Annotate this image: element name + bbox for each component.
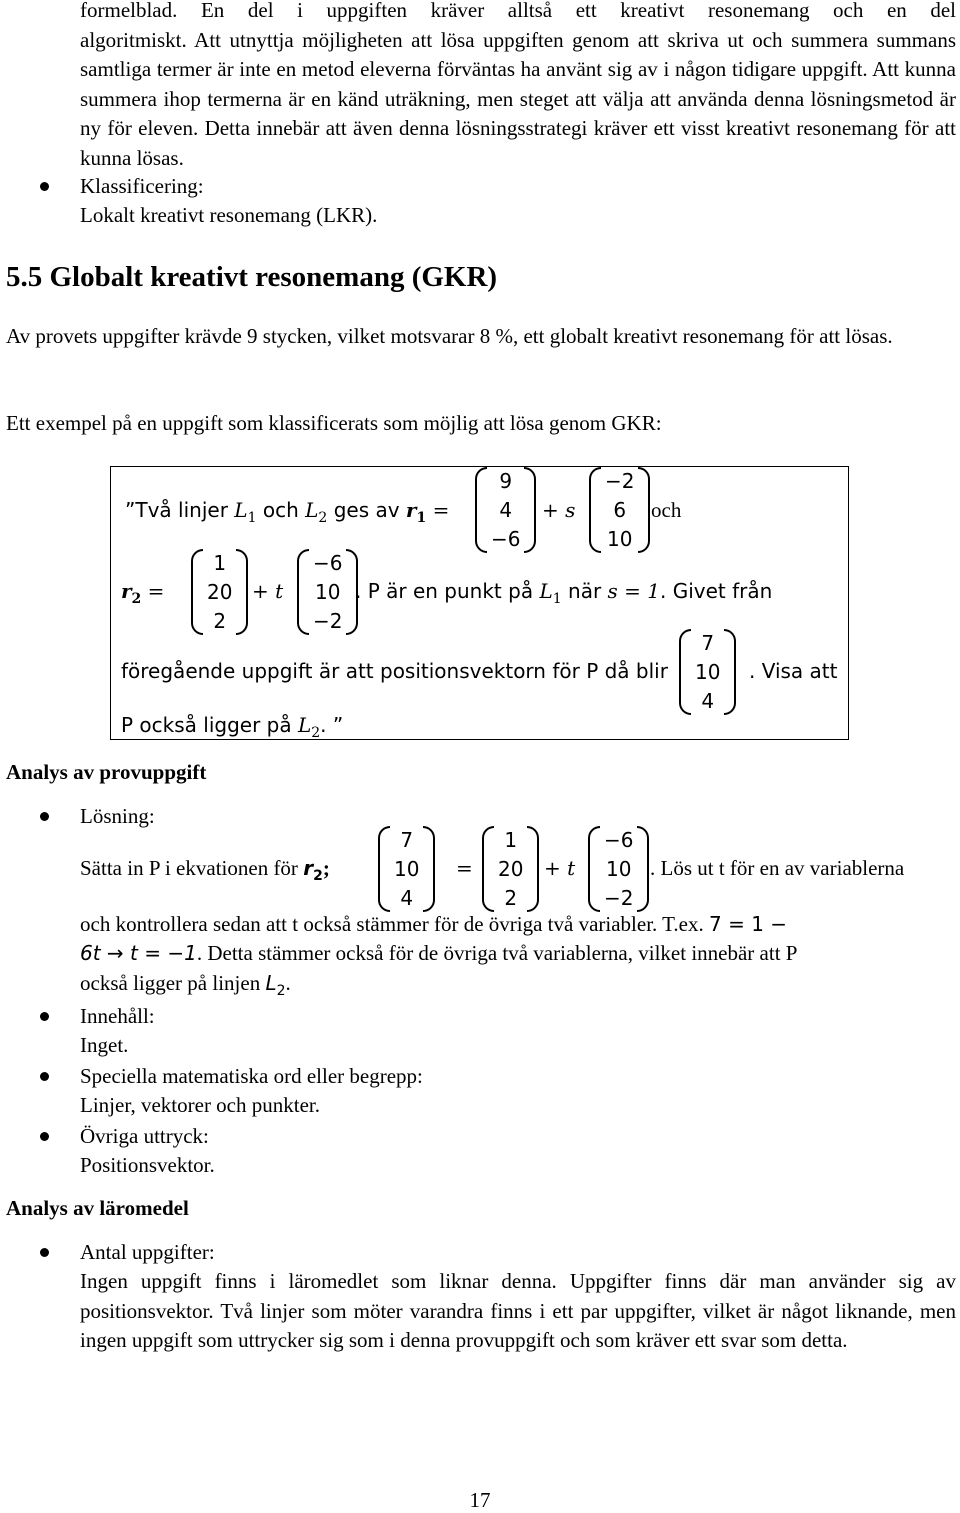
- losning-line-4: också ligger på linjen $L_2$.: [80, 971, 291, 999]
- intro-paragraph: algoritmiskt. Att utnyttja möjligheten att lösa uppgiften genom att skriva ut och summera summans samtliga termer är inte en metod eleverna förväntas ha använt sig av i någon tidigare uppgift. Att kunna summera ihop termerna är en känd uträkning, men steget att välja att använda denna lösningsmetod är ny för eleven. Detta innebär att även denna lösningsstrategi kräver ett visst kreativt resonemang för att kunna lösas.: [80, 27, 956, 170]
- section-heading: 5.5 Globalt kreativt resonemang (GKR): [6, 261, 498, 293]
- task-box: [110, 466, 849, 740]
- task-line-1: [125, 498, 449, 526]
- bullet: [40, 1072, 49, 1081]
- bullet: [40, 1012, 49, 1021]
- L1-symbol: $L_1$: [234, 498, 257, 526]
- L2-symbol: $L_2$: [305, 498, 328, 526]
- plus-t-solution: + t: [544, 856, 576, 880]
- analysis-task-heading: Analys av provuppgift: [6, 760, 207, 784]
- losning-line-2: och kontrollera sedan att t också stämmer för de övriga två variabler. T.ex. 7 = 1 −: [80, 912, 788, 936]
- r2-point-vector: 1 20 2: [191, 549, 248, 635]
- classification-value: Lokalt kreativt resonemang (LKR).: [80, 203, 378, 227]
- och-text-2: och: [651, 498, 682, 522]
- visa-att-text: . Visa att: [749, 659, 838, 683]
- r1-point-vector: 9 4 −6: [475, 467, 536, 553]
- losning-line-3: 6t → t = −1. Detta stämmer också för de övriga två variablerna, vilket innebär att P: [80, 941, 798, 965]
- innehall-value: Inget.: [80, 1033, 129, 1057]
- task-line-4: P också ligger på $L_2$. ”: [121, 713, 344, 741]
- p-vector-solution: 7 10 4: [378, 826, 435, 912]
- classification-label: Klassificering:: [80, 174, 204, 198]
- intro-line-1: formelblad. En del i uppgiften kräver alltså ett kreativt resonemang och en del: [80, 0, 956, 22]
- r1-direction-vector: −2 6 10: [589, 467, 650, 553]
- two-lines-text: Två linjer: [135, 498, 228, 522]
- antal-value: Ingen uppgift finns i läromedlet som liknar denna. Uppgifter finns där man använder sig av positionsvektor. Två linjer som möter varandra finns i ett par uppgifter, vilket är något liknande, men ingen uppgift som uttrycker sig som i denna provuppgift och som kräver ett svar som detta.: [80, 1269, 956, 1352]
- analysis-book-heading: Analys av läromedel: [6, 1196, 189, 1220]
- losning-label: Lösning:: [80, 804, 155, 828]
- section-paragraph: Av provets uppgifter krävde 9 stycken, vilket motsvarar 8 %, ett globalt kreativt resonemang för att lösas.: [6, 324, 893, 348]
- bullet: [40, 1248, 49, 1257]
- task-line-3: föregående uppgift är att positionsvektorn för P då blir: [121, 659, 668, 683]
- bullet: [40, 182, 49, 191]
- speciella-label: Speciella matematiska ord eller begrepp:: [80, 1064, 423, 1088]
- ges-av-text: ges av: [333, 498, 400, 522]
- r2-direction-solution: −6 10 −2: [588, 826, 649, 912]
- plus-s: + s: [542, 498, 576, 522]
- equals-solution: =: [456, 856, 473, 880]
- r2-direction-vector: −6 10 −2: [297, 549, 358, 635]
- r2-point-solution: 1 20 2: [482, 826, 539, 912]
- example-intro: Ett exempel på en uppgift som klassificerats som möjlig att lösa genom GKR:: [6, 411, 662, 435]
- ovriga-label: Övriga uttryck:: [80, 1124, 209, 1148]
- losning-line-1: Sätta in P i ekvationen för $r_2$;: [80, 856, 330, 884]
- equals-sign: =: [432, 498, 450, 522]
- task-line-2: . P är en punkt på $L_1$ när s = 1. Givet från: [355, 579, 773, 607]
- bullet: [40, 812, 49, 821]
- los-ut-text: . Lös ut t för en av variablerna: [650, 856, 905, 880]
- page-number: 17: [469, 1488, 491, 1512]
- ovriga-value: Positionsvektor.: [80, 1153, 215, 1177]
- och-text: och: [262, 498, 299, 522]
- plus-t: + t: [252, 579, 284, 603]
- innehall-label: Innehåll:: [80, 1004, 155, 1028]
- p-position-vector: 7 10 4: [679, 629, 736, 715]
- r1-symbol: $r_1$: [405, 498, 427, 526]
- bullet: [40, 1132, 49, 1141]
- r2-label: $r_2$ =: [121, 579, 165, 607]
- speciella-value: Linjer, vektorer och punkter.: [80, 1093, 320, 1117]
- open-quote: ”: [125, 498, 136, 522]
- antal-label: Antal uppgifter:: [80, 1240, 215, 1264]
